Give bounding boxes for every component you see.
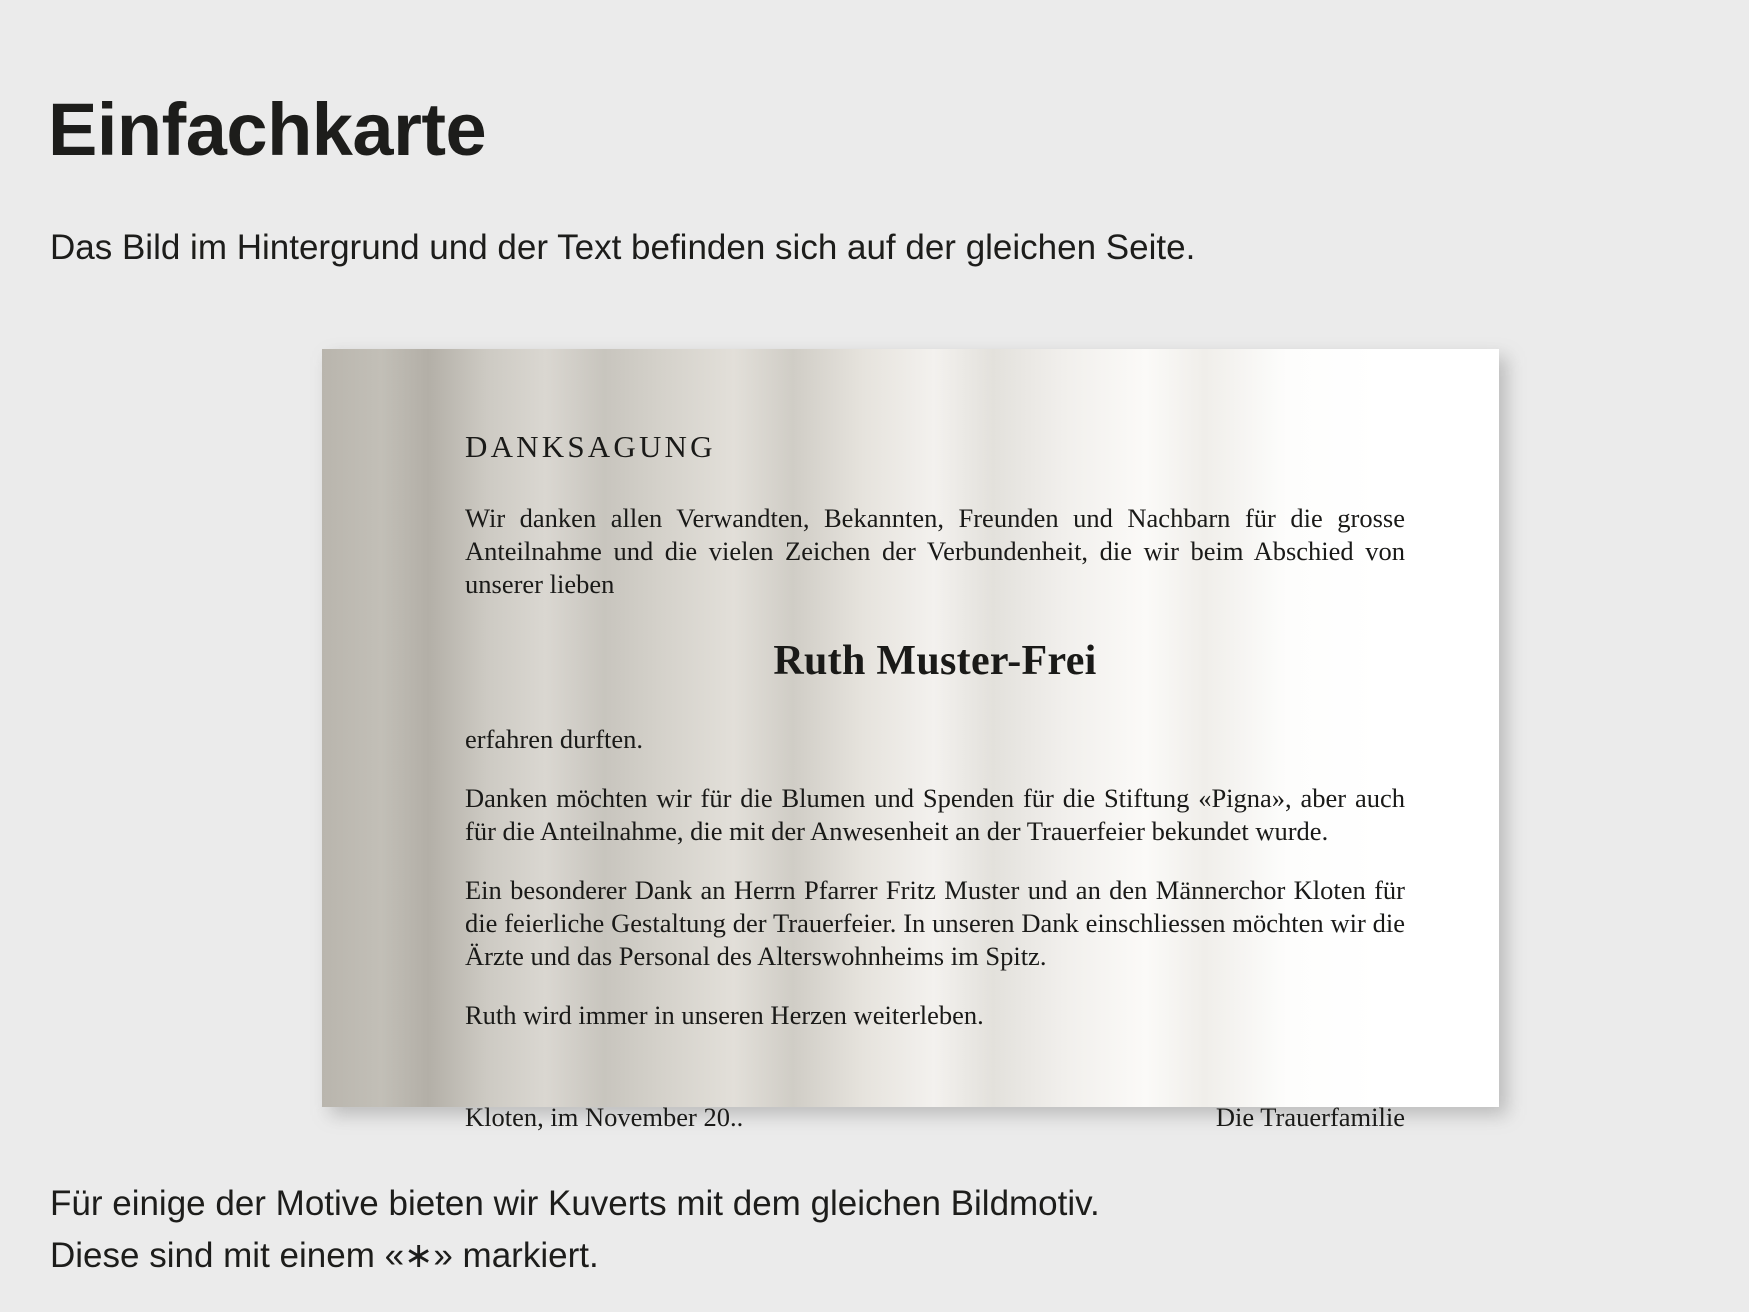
card-signature-row: [465, 1102, 1405, 1133]
card-paragraph-4: Ein besonderer Dank an Herrn Pfarrer Fritz Muster und an den Männerchor Kloten für die feierliche Gestaltung der Trauerfeier. In unseren Dank einschliessen möchten wir die Ärzte und das Personal des Alterswohnheims im Spitz.: [465, 875, 1405, 971]
footer-note-line-2: Diese sind mit einem «∗» markiert.: [50, 1236, 599, 1275]
deceased-name: Ruth Muster-Frei: [773, 638, 1097, 684]
footer-note: [50, 1178, 1100, 1282]
page-title: Einfachkarte: [48, 87, 487, 171]
card-preview: [322, 349, 1499, 1132]
card-paragraph-3: Danken möchten wir für die Blumen und Spenden für die Stiftung «Pigna», aber auch für die Anteilnahme, die mit der Anwesenheit an der Trauerfeier bekundet wurde.: [465, 783, 1405, 846]
card-signature: Die Trauerfamilie: [1215, 1102, 1405, 1132]
mourning-card: [322, 349, 1499, 1132]
card-paragraph-2: erfahren durften.: [465, 724, 644, 754]
card-paragraph-5: Ruth wird immer in unseren Herzen weiterleben.: [465, 1000, 984, 1030]
card-place-date: Kloten, im November 20..: [465, 1102, 744, 1132]
footer-note-line-1: Für einige der Motive bieten wir Kuverts mit dem gleichen Bildmotiv.: [50, 1184, 1100, 1223]
intro-description: Das Bild im Hintergrund und der Text befinden sich auf der gleichen Seite.: [50, 228, 1196, 267]
card-paragraph-1: Wir danken allen Verwandten, Bekannten, Freunden und Nachbarn für die grosse Anteilnahme und die vielen Zeichen der Verbundenheit, die wir beim Abschied von unserer lieben: [465, 503, 1405, 599]
card-content: [465, 429, 1405, 1133]
card-heading: DANKSAGUNG: [465, 429, 716, 464]
